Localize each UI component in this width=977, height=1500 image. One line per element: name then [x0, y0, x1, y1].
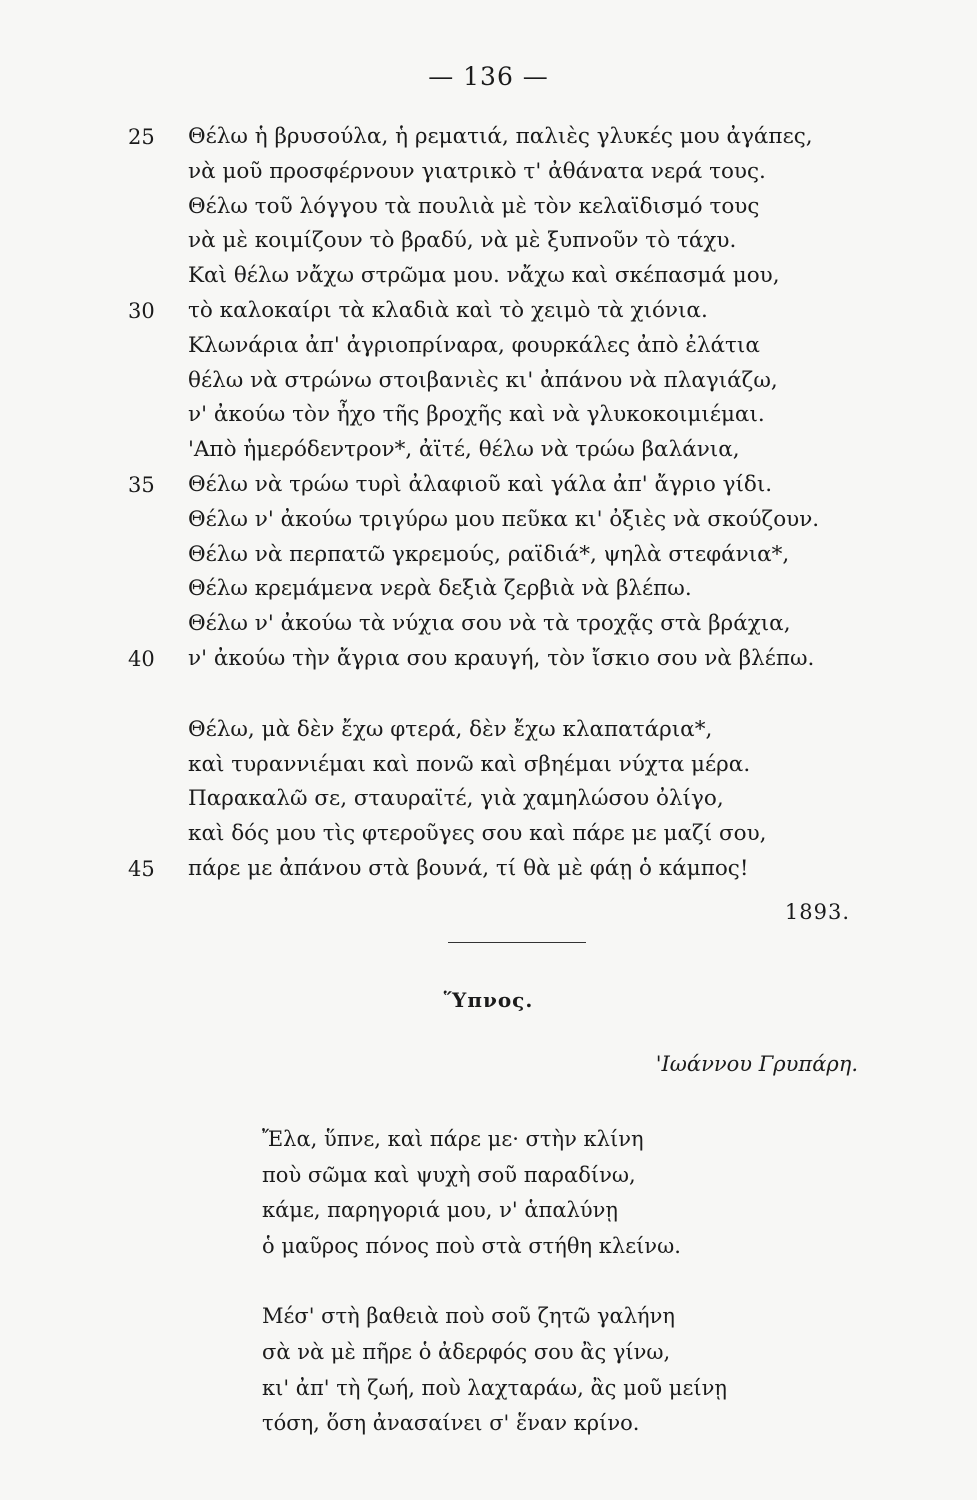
verse-text: 'Απὸ ἡμερόδεντρον*, ἀϊτέ, θέλω νὰ τρώω βαλάνια, [188, 437, 740, 463]
verse-line [0, 713, 977, 748]
verse-line [0, 190, 977, 225]
verse-line [0, 329, 977, 364]
verse-text: πάρε με ἀπάνου στὰ βουνά, τί θὰ μὲ φάῃ ὁ κάμπος! [188, 855, 749, 881]
verse-text: καὶ τυραννιέμαι καὶ πονῶ καὶ σβηέμαι νύχτα μέρα. [188, 751, 751, 777]
verse-line: σὰ νὰ μὲ πῆρε ὁ ἀδερφός σου ἂς γίνω, [262, 1339, 671, 1364]
verse-line: ὁ μαῦρος πόνος ποὺ στὰ στήθη κλείνω. [262, 1233, 681, 1258]
verse-line [0, 120, 977, 155]
line-number: 35 [128, 472, 155, 497]
verse-line [0, 155, 977, 190]
poem-two [262, 1122, 902, 1442]
verse-line [0, 468, 977, 503]
poem-two-title: Ὕπνος. [443, 988, 534, 1012]
verse-line: Ἔλα, ὕπνε, καὶ πάρε με· στὴν κλίνη [262, 1127, 644, 1151]
poem-two-author: 'Ιωάννου Γρυπάρη. [655, 1052, 858, 1076]
verse-text: νὰ μὲ κοιμίζουν τὸ βραδύ, νὰ μὲ ξυπνοῦν τὸ τάχυ. [188, 228, 737, 254]
verse-line: κι' ἀπ' τὴ ζωή, ποὺ λαχταράω, ἂς μοῦ μείνῃ [262, 1375, 727, 1400]
verse-line [0, 433, 977, 468]
stanza-gap [0, 677, 977, 713]
stanza-gap [262, 1264, 902, 1299]
poem-one [0, 120, 977, 887]
verse-line [0, 782, 977, 817]
verse-text: Θέλω νὰ περπατῶ γκρεμούς, ραϊδιά*, ψηλὰ στεφάνια*, [188, 541, 790, 567]
section-divider [448, 942, 586, 943]
verse-text: Θέλω ν' ἀκούω τὰ νύχια σου νὰ τὰ τροχᾷς στὰ βράχια, [188, 611, 791, 637]
verse-text: Θέλω τοῦ λόγγου τὰ πουλιὰ μὲ τὸν κελαϊδισμό τους [188, 193, 760, 219]
poem-one-stanza-one [0, 120, 977, 677]
verse-line: κάμε, παρηγοριά μου, ν' ἁπαλύνῃ [262, 1198, 618, 1223]
verse-text: Παρακαλῶ σε, σταυραϊτέ, γιὰ χαμηλώσου ὀλίγο, [188, 786, 724, 812]
verse-text: Θέλω νὰ τρώω τυρὶ ἀλαφιοῦ καὶ γάλα ἀπ' ἄγριο γίδι. [188, 471, 773, 497]
line-number: 30 [128, 298, 155, 323]
verse-text: Κλωνάρια ἀπ' ἀγριοπρίναρα, φουρκάλες ἀπὸ ἐλάτια [188, 332, 760, 358]
verse-text: τὸ καλοκαίρι τὰ κλαδιὰ καὶ τὸ χειμὸ τὰ χιόνια. [188, 297, 708, 323]
verse-line [0, 607, 977, 642]
poem-two-stanza-two [262, 1299, 902, 1441]
verse-line: τόση, ὅση ἀνασαίνει σ' ἕναν κρίνο. [262, 1411, 640, 1436]
verse-text: Καὶ θέλω νἄχω στρῶμα μου. νἄχω καὶ σκέπασμά μου, [188, 263, 780, 289]
verse-line [0, 224, 977, 259]
verse-line [0, 572, 977, 607]
line-number: 40 [128, 646, 155, 671]
line-number: 45 [128, 856, 155, 881]
page-number: — 136 — [428, 62, 549, 91]
verse-line [0, 748, 977, 783]
verse-text: νὰ μοῦ προσφέρνουν γιατρικὸ τ' ἀθάνατα νερά τους. [188, 158, 766, 184]
verse-text: ν' ἀκούω τὸν ἦχο τῆς βροχῆς καὶ νὰ γλυκοκοιμιέμαι. [188, 402, 765, 428]
verse-line [0, 259, 977, 294]
verse-line [0, 817, 977, 852]
poem-date: 1893. [784, 900, 850, 924]
verse-text: Θέλω κρεμάμενα νερὰ δεξιὰ ζερβιὰ νὰ βλέπω. [188, 576, 692, 602]
verse-text: Θέλω ν' ἀκούω τριγύρω μου πεῦκα κι' ὀξιὲς νὰ σκούζουν. [188, 506, 820, 532]
poem-one-stanza-two [0, 713, 977, 887]
verse-line [0, 294, 977, 329]
verse-line [0, 852, 977, 887]
verse-line [0, 642, 977, 677]
verse-text: Θέλω ἡ βρυσούλα, ἡ ρεματιά, παλιὲς γλυκές μου ἀγάπες, [188, 124, 813, 149]
verse-line: Μέσ' στὴ βαθειὰ ποὺ σοῦ ζητῶ γαλήνη [262, 1304, 675, 1329]
verse-text: Θέλω, μὰ δὲν ἔχω φτερά, δὲν ἔχω κλαπατάρια*, [188, 716, 713, 742]
verse-line: ποὺ σῶμα καὶ ψυχὴ σοῦ παραδίνω, [262, 1162, 636, 1187]
verse-text: ν' ἀκούω τὴν ἄγρια σου κραυγή, τὸν ἴσκιο σου νὰ βλέπω. [188, 645, 815, 671]
poem-two-stanza-one [262, 1122, 902, 1264]
verse-line [0, 364, 977, 399]
verse-line [0, 538, 977, 573]
line-number: 25 [128, 125, 155, 149]
verse-text: θέλω νὰ στρώνω στοιβανιὲς κι' ἀπάνου νὰ πλαγιάζω, [188, 367, 778, 393]
verse-text: καὶ δός μου τὶς φτεροῦγες σου καὶ πάρε με μαζί σου, [188, 821, 767, 847]
verse-line [0, 398, 977, 433]
verse-line [0, 503, 977, 538]
